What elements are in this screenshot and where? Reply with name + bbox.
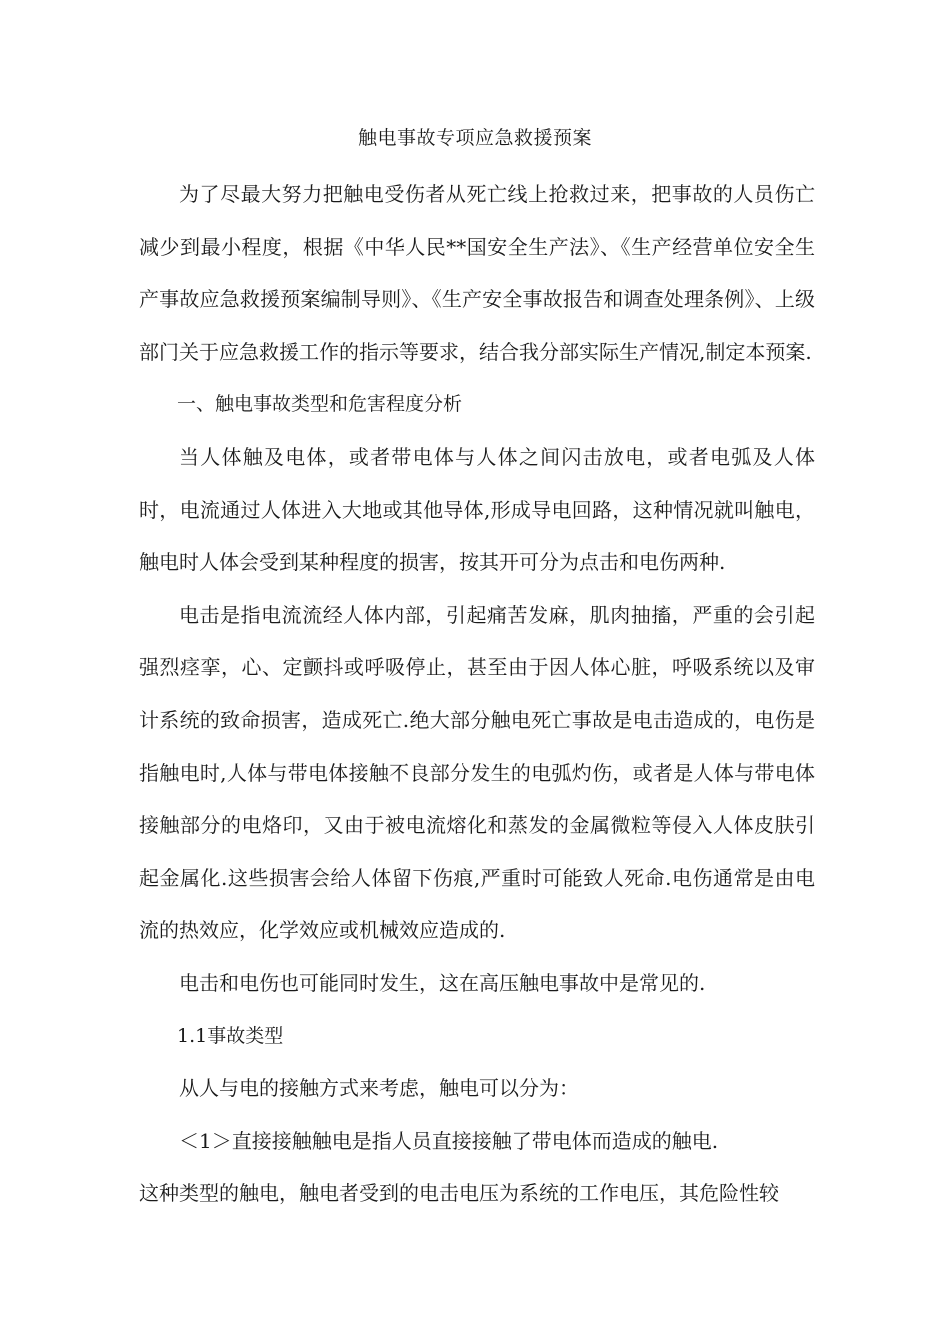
simultaneous-paragraph: 电击和电伤也可能同时发生，这在高压触电事故中是常见的. <box>179 970 706 995</box>
intro-paragraph: 为了尽最大努力把触电受伤者从死亡线上抢救过来，把事故的人员伤亡减少到最小程度，根据《中华人民**国安全生产法》、《生产经营单位安全生产事故应急救援预案编制导则》、《生产安全事故报告和调查处理条例》、上级部门关于应急救援工作的指示等要求，结合我分部实际生产情况,制定本预案. <box>139 182 815 364</box>
electric-shock-paragraph: 电击是指电流流经人体内部，引起痛苦发麻，肌肉抽搐，严重的会引起强烈痉挛，心、定颤抖或呼吸停止，甚至由于因人体心脏，呼吸系统以及审计系统的致命损害，造成死亡.绝大部分触电死亡事故是电击造成的，电伤是指触电时,人体与带电体接触不良部分发生的电弧灼伤，或者是人体与带电体接触部分的电烙印，又由于被电流熔化和蒸发的金属微粒等侵入人体皮肤引起金属化.这些损害会给人体留下伤痕,严重时可能致人死命.电伤通常是由电流的热效应，化学效应或机械效应造成的. <box>139 602 815 943</box>
electrocution-definition-paragraph: 当人体触及电体，或者带电体与人体之间闪击放电，或者电弧及人体时，电流通过人体进入大地或其他导体,形成导电回路，这种情况就叫触电，触电时人体会受到某种程度的损害，按其开可分为点击和电伤两种. <box>139 444 815 575</box>
direct-contact-paragraph: ＜1＞直接接触触电是指人员直接接触了带电体而造成的触电. <box>179 1128 719 1153</box>
document-body <box>139 168 815 1220</box>
contact-modes-paragraph: 从人与电的接触方式来考虑，触电可以分为： <box>179 1076 579 1101</box>
document-title: 触电事故专项应急救援预案 <box>357 127 592 149</box>
section-heading-1: 一、触电事故类型和危害程度分析 <box>177 393 463 416</box>
continuation-paragraph: 这种类型的触电，触电者受到的电击电压为系统的工作电压，其危险性较 <box>139 1181 779 1206</box>
subsection-heading-1-1: 1.1事故类型 <box>177 1024 284 1047</box>
